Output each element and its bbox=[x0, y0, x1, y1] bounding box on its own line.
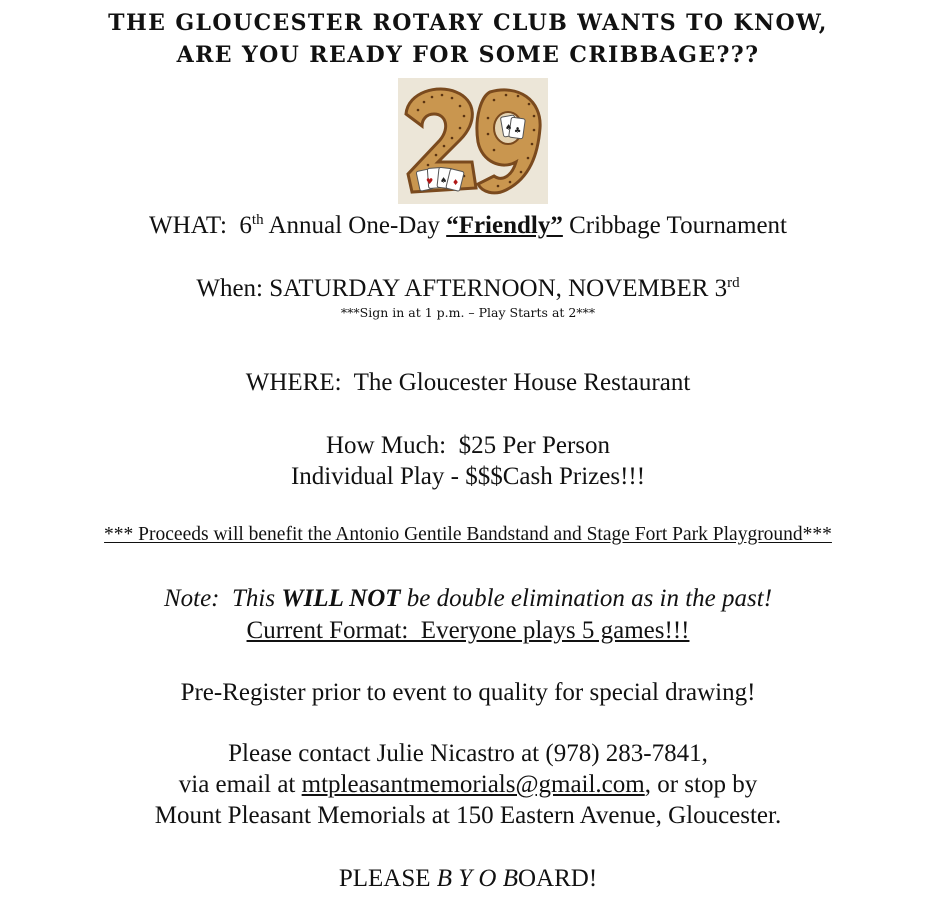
svg-text:♦: ♦ bbox=[452, 178, 460, 187]
where-line: WHERE: The Gloucester House Restaurant bbox=[245, 369, 691, 396]
byo-line bbox=[0, 866, 936, 891]
note-post: be double elimination as in the past! bbox=[406, 585, 773, 612]
when-text: When: SATURDAY AFTERNOON, NOVEMBER 3 bbox=[196, 275, 728, 302]
cribbage-board-29-icon bbox=[398, 78, 548, 204]
format-text: Current Format: Everyone plays 5 games!!! bbox=[246, 617, 690, 644]
what-line bbox=[0, 213, 936, 238]
note-label: Note: bbox=[163, 585, 220, 612]
svg-text:♠: ♠ bbox=[505, 123, 513, 132]
contact-email-post: , or stop by bbox=[644, 771, 758, 798]
format-line bbox=[0, 618, 936, 643]
flyer-title-line-1: THE GLOUCESTER ROTARY CLUB WANTS TO KNOW, bbox=[108, 10, 828, 36]
contact-line-2 bbox=[0, 772, 936, 797]
svg-text:♠: ♠ bbox=[440, 176, 448, 185]
proceeds-text: *** Proceeds will benefit the Antonio Gentile Bandstand and Stage Fort Park Playground*** bbox=[104, 524, 832, 545]
proceeds-line bbox=[0, 525, 936, 545]
what-post: Cribbage Tournament bbox=[569, 212, 787, 239]
byo-italic: B Y O B bbox=[436, 865, 518, 892]
contact-email-pre: via email at bbox=[178, 771, 296, 798]
note-bold: WILL NOT bbox=[281, 585, 401, 612]
what-label: WHAT: bbox=[149, 212, 227, 239]
svg-text:♣: ♣ bbox=[514, 126, 522, 135]
contact-email-link[interactable]: mtpleasantmemorials@gmail.com bbox=[301, 771, 645, 798]
contact-line-3: Mount Pleasant Memorials at 150 Eastern Avenue, Gloucester. bbox=[154, 802, 782, 829]
note-line bbox=[0, 586, 936, 611]
what-pre: Annual One-Day bbox=[268, 212, 440, 239]
what-ordinal-number: 6 bbox=[239, 212, 252, 239]
when-line bbox=[0, 276, 936, 301]
cost-line-1: How Much: $25 Per Person bbox=[325, 432, 610, 459]
byo-pre: PLEASE bbox=[338, 865, 431, 892]
note-pre: This bbox=[232, 585, 276, 612]
signin-line: ***Sign in at 1 p.m. – Play Starts at 2*** bbox=[340, 305, 596, 320]
when-suffix: rd bbox=[727, 275, 740, 291]
byo-post: OARD! bbox=[518, 865, 598, 892]
svg-text:♥: ♥ bbox=[426, 177, 434, 186]
flyer-title-line-2: ARE YOU READY FOR SOME CRIBBAGE??? bbox=[176, 42, 760, 68]
what-friendly: “Friendly” bbox=[446, 212, 563, 239]
what-ordinal-suffix: th bbox=[251, 212, 264, 228]
preregister-line: Pre-Register prior to event to quality for special drawing! bbox=[180, 679, 756, 706]
contact-line-1: Please contact Julie Nicastro at (978) 283-7841, bbox=[228, 740, 708, 767]
cost-line-2: Individual Play - $$$Cash Prizes!!! bbox=[290, 463, 646, 490]
